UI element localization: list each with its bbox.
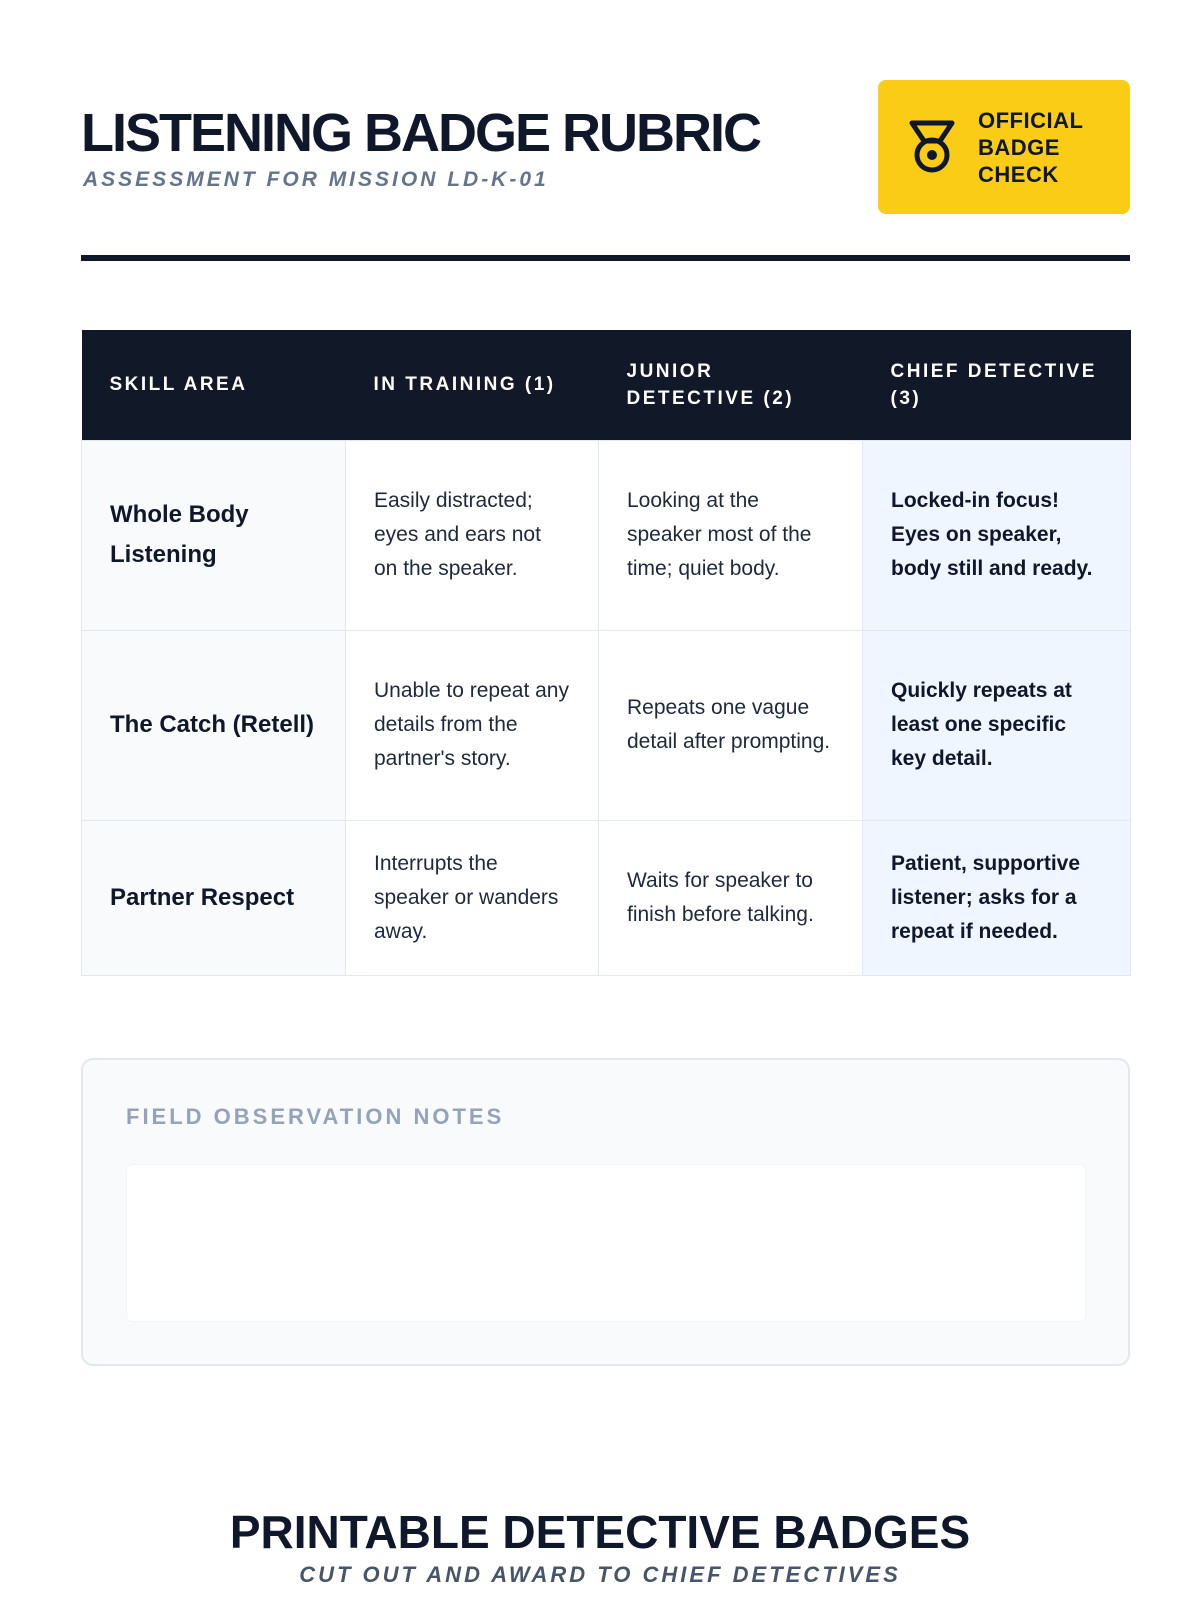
chief-cell: Patient, supportive listener; asks for a repeat if needed. — [863, 820, 1131, 975]
chief-cell: Locked-in focus! Eyes on speaker, body still and ready. — [863, 440, 1131, 630]
skill-cell: Whole Body Listening — [82, 440, 346, 630]
training-cell: Interrupts the speaker or wanders away. — [346, 820, 599, 975]
field-notes-area[interactable] — [126, 1164, 1086, 1322]
field-notes-panel — [81, 1058, 1130, 1366]
badge-label-line: OFFICIAL — [978, 107, 1084, 133]
page-title: LISTENING BADGE RUBRIC — [81, 103, 761, 163]
rubric-table — [81, 330, 1131, 976]
skill-cell: Partner Respect — [82, 820, 346, 975]
junior-cell: Repeats one vague detail after prompting. — [599, 630, 863, 820]
section-subtitle: CUT OUT AND AWARD TO CHIEF DETECTIVES — [299, 1562, 901, 1587]
column-header-chief-detective: CHIEF DETECTIVE (3) — [863, 330, 1131, 440]
table-row — [82, 630, 1131, 820]
table-row — [82, 440, 1131, 630]
badge-label-line: CHECK — [978, 161, 1059, 187]
official-badge — [878, 80, 1130, 214]
medal-icon — [906, 119, 958, 175]
table-row — [82, 820, 1131, 975]
training-cell: Unable to repeat any details from the partner's story. — [346, 630, 599, 820]
column-header-junior-detective: JUNIOR DETECTIVE (2) — [599, 330, 863, 440]
skill-cell: The Catch (Retell) — [82, 630, 346, 820]
badge-label-line: BADGE — [978, 134, 1060, 160]
page-subtitle: ASSESSMENT FOR MISSION LD-K-01 — [83, 168, 549, 191]
section-title: PRINTABLE DETECTIVE BADGES — [229, 1506, 971, 1558]
chief-cell: Quickly repeats at least one specific key detail. — [863, 630, 1131, 820]
header-divider — [81, 255, 1130, 261]
column-header-skill-area: SKILL AREA — [82, 330, 346, 440]
table-header-row — [82, 330, 1131, 440]
training-cell: Easily distracted; eyes and ears not on the speaker. — [346, 440, 599, 630]
field-notes-label: FIELD OBSERVATION NOTES — [126, 1104, 505, 1129]
header — [81, 80, 1130, 220]
junior-cell: Waits for speaker to finish before talking. — [599, 820, 863, 975]
column-header-in-training: IN TRAINING (1) — [346, 330, 599, 440]
badge-label — [978, 107, 1083, 188]
junior-cell: Looking at the speaker most of the time; quiet body. — [599, 440, 863, 630]
